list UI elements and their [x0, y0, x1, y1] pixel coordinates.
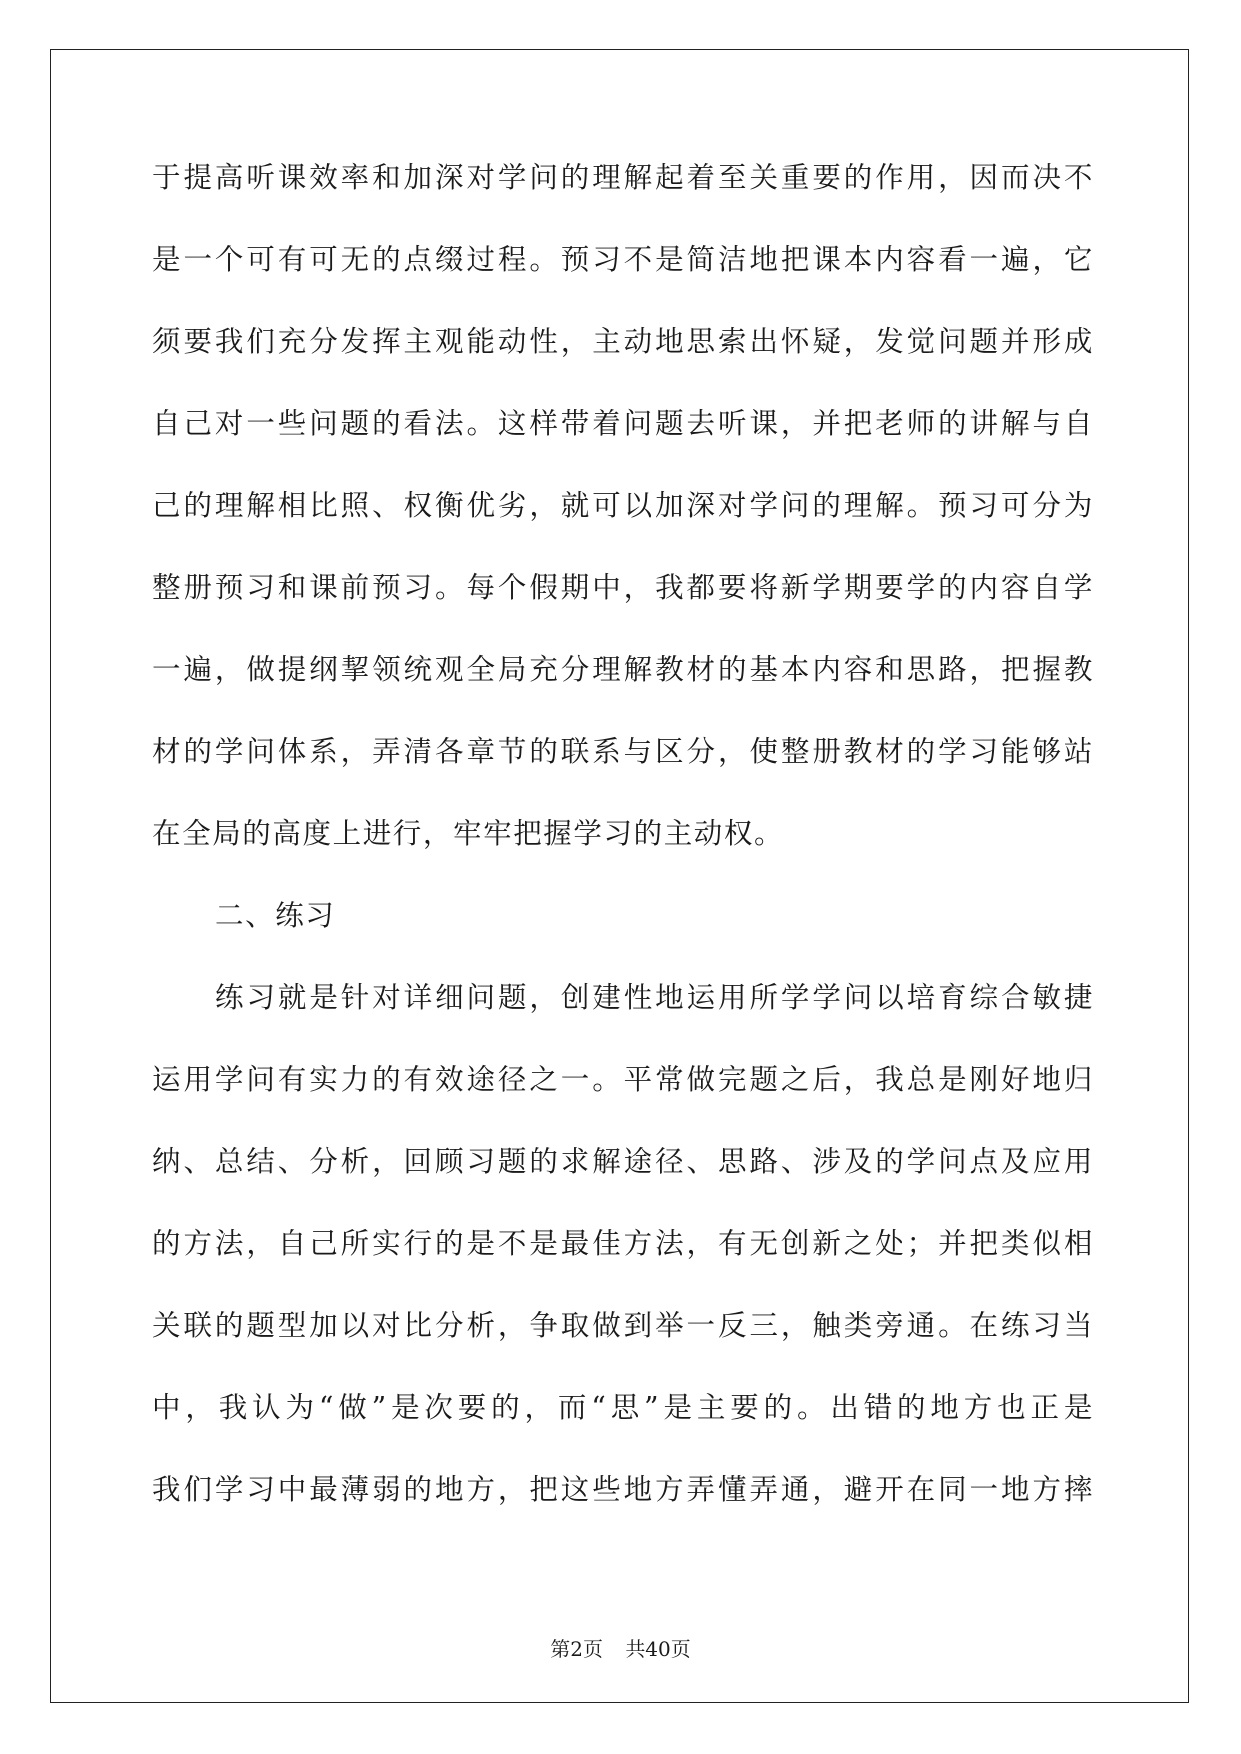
text-line: 的方法，自己所实行的是不是最佳方法，有无创新之处；并把类似相 [152, 1227, 1094, 1260]
text-line: 己的理解相比照、权衡优劣，就可以加深对学问的理解。预习可分为 [152, 489, 1094, 522]
text-line: 于提高听课效率和加深对学问的理解起着至关重要的作用，因而决不 [152, 161, 1094, 194]
text-line: 整册预习和课前预习。每个假期中，我都要将新学期要学的内容自学 [152, 571, 1094, 604]
document-body [152, 158, 1094, 1552]
text-line: 关联的题型加以对比分析，争取做到举一反三，触类旁通。在练习当 [152, 1309, 1094, 1342]
page-footer [0, 1633, 1241, 1662]
section-heading: 二、练习 [215, 899, 336, 932]
text-line: 我们学习中最薄弱的地方，把这些地方弄懂弄通，避开在同一地方摔 [152, 1473, 1094, 1506]
text-line: 运用学问有实力的有效途径之一。平常做完题之后，我总是刚好地归 [152, 1063, 1094, 1096]
text-line: 一遍，做提纲挈领统观全局充分理解教材的基本内容和思路，把握教 [152, 653, 1094, 686]
text-line: 中，我认为“做”是次要的，而“思”是主要的。出错的地方也正是 [152, 1391, 1094, 1424]
paragraph-first-line: 练习就是针对详细问题，创建性地运用所学学问以培育综合敏捷 [215, 981, 1094, 1014]
page-number: 第2页 [550, 1637, 603, 1661]
paragraph-end-line: 在全局的高度上进行，牢牢把握学习的主动权。 [152, 817, 785, 850]
text-line: 是一个可有可无的点缀过程。预习不是简洁地把课本内容看一遍，它 [152, 243, 1094, 276]
page-total: 共40页 [625, 1637, 691, 1661]
text-line: 纳、总结、分析，回顾习题的求解途径、思路、涉及的学问点及应用 [152, 1145, 1094, 1178]
text-line: 自己对一些问题的看法。这样带着问题去听课，并把老师的讲解与自 [152, 407, 1094, 440]
text-line: 须要我们充分发挥主观能动性，主动地思索出怀疑，发觉问题并形成 [152, 325, 1094, 358]
text-line: 材的学问体系，弄清各章节的联系与区分，使整册教材的学习能够站 [152, 735, 1094, 768]
